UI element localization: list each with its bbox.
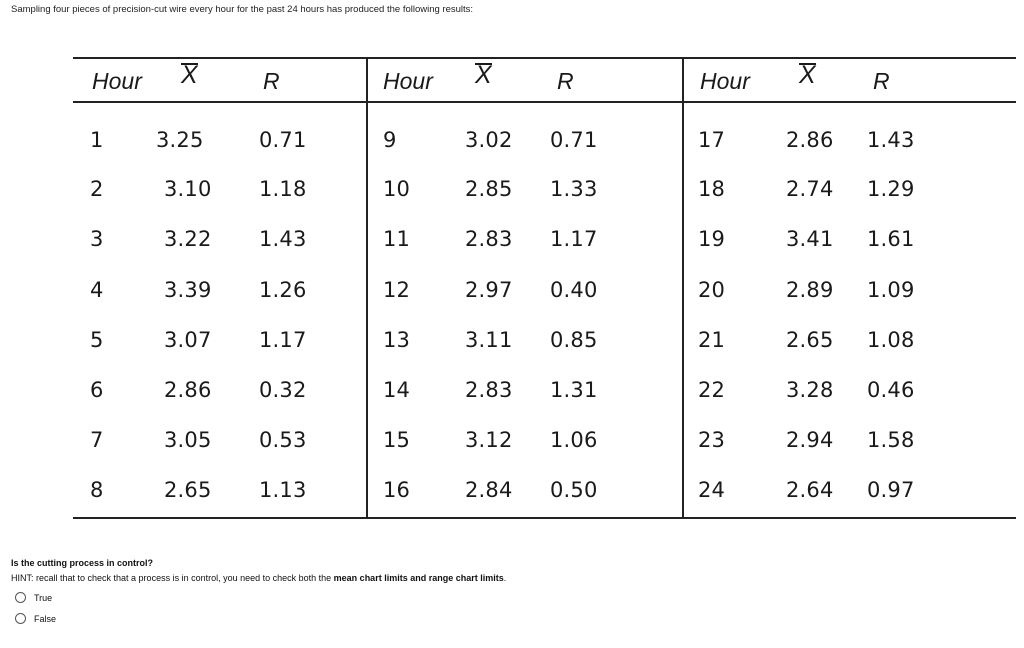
cell-range-14: 1.31	[550, 378, 598, 402]
cell-xbar-7: 3.05	[164, 428, 212, 452]
cell-hour-17: 17	[698, 128, 726, 152]
cell-xbar-23: 2.94	[786, 428, 834, 452]
cell-xbar-10: 2.85	[465, 177, 513, 201]
cell-xbar-24: 2.64	[786, 478, 834, 502]
cell-hour-6: 6	[90, 378, 104, 402]
cell-xbar-4: 3.39	[164, 278, 212, 302]
question-text: Is the cutting process in control?	[11, 558, 154, 568]
header-xbar-3-label: X	[799, 61, 816, 89]
cell-hour-16: 16	[383, 478, 411, 502]
cell-xbar-13: 3.11	[465, 328, 513, 352]
cell-hour-9: 9	[383, 128, 397, 152]
cell-hour-2: 2	[90, 177, 104, 201]
header-hour-1: Hour	[92, 68, 142, 94]
header-xbar-2	[475, 61, 492, 89]
option-true[interactable]	[15, 592, 52, 603]
cell-range-10: 1.33	[550, 177, 598, 201]
radio-false[interactable]	[15, 613, 26, 624]
cell-hour-7: 7	[90, 428, 104, 452]
header-hour-3: Hour	[700, 68, 750, 94]
header-xbar-2-label: X	[475, 61, 492, 89]
cell-range-18: 1.29	[867, 177, 915, 201]
cell-hour-13: 13	[383, 328, 411, 352]
header-xbar-1	[181, 61, 198, 89]
cell-range-5: 1.17	[259, 328, 307, 352]
option-false[interactable]	[15, 613, 56, 624]
header-hour-2: Hour	[383, 68, 433, 94]
header-r-1: R	[263, 68, 280, 94]
cell-range-20: 1.09	[867, 278, 915, 302]
cell-hour-1: 1	[90, 128, 104, 152]
cell-xbar-3: 3.22	[164, 227, 212, 251]
cell-hour-11: 11	[383, 227, 411, 251]
cell-range-3: 1.43	[259, 227, 307, 251]
cell-xbar-2: 3.10	[164, 177, 212, 201]
hint-text	[11, 573, 506, 583]
cell-xbar-20: 2.89	[786, 278, 834, 302]
cell-range-23: 1.58	[867, 428, 915, 452]
cell-xbar-12: 2.97	[465, 278, 513, 302]
header-xbar-3	[799, 61, 816, 89]
cell-hour-8: 8	[90, 478, 104, 502]
cell-hour-12: 12	[383, 278, 411, 302]
cell-range-1: 0.71	[259, 128, 307, 152]
table-divider-1	[366, 57, 368, 519]
cell-range-19: 1.61	[867, 227, 915, 251]
hint-bold: mean chart limits and range chart limits	[333, 573, 504, 583]
cell-range-9: 0.71	[550, 128, 598, 152]
cell-xbar-22: 3.28	[786, 378, 834, 402]
cell-range-21: 1.08	[867, 328, 915, 352]
header-r-2: R	[557, 68, 574, 94]
cell-range-2: 1.18	[259, 177, 307, 201]
header-r-3: R	[873, 68, 890, 94]
cell-range-4: 1.26	[259, 278, 307, 302]
cell-xbar-21: 2.65	[786, 328, 834, 352]
hint-suffix: .	[503, 573, 507, 583]
cell-hour-10: 10	[383, 177, 411, 201]
cell-xbar-18: 2.74	[786, 177, 834, 201]
cell-xbar-17: 2.86	[786, 128, 834, 152]
cell-range-22: 0.46	[867, 378, 915, 402]
cell-xbar-15: 3.12	[465, 428, 513, 452]
cell-xbar-5: 3.07	[164, 328, 212, 352]
cell-hour-23: 23	[698, 428, 726, 452]
cell-xbar-9: 3.02	[465, 128, 513, 152]
table-divider-2	[682, 57, 684, 519]
cell-hour-15: 15	[383, 428, 411, 452]
cell-hour-21: 21	[698, 328, 726, 352]
cell-range-16: 0.50	[550, 478, 598, 502]
data-table	[73, 57, 1016, 520]
radio-true[interactable]	[15, 592, 26, 603]
cell-xbar-16: 2.84	[465, 478, 513, 502]
cell-range-13: 0.85	[550, 328, 598, 352]
cell-xbar-1: 3.25	[156, 128, 204, 152]
cell-range-11: 1.17	[550, 227, 598, 251]
cell-range-17: 1.43	[867, 128, 915, 152]
cell-hour-19: 19	[698, 227, 726, 251]
cell-xbar-19: 3.41	[786, 227, 834, 251]
cell-range-24: 0.97	[867, 478, 915, 502]
cell-range-6: 0.32	[259, 378, 307, 402]
cell-range-15: 1.06	[550, 428, 598, 452]
cell-xbar-8: 2.65	[164, 478, 212, 502]
cell-hour-22: 22	[698, 378, 726, 402]
cell-range-12: 0.40	[550, 278, 598, 302]
cell-xbar-11: 2.83	[465, 227, 513, 251]
table-top-rule	[73, 57, 1016, 59]
option-true-label: True	[34, 592, 53, 603]
cell-xbar-14: 2.83	[465, 378, 513, 402]
cell-hour-3: 3	[90, 227, 104, 251]
cell-hour-18: 18	[698, 177, 726, 201]
cell-range-8: 1.13	[259, 478, 307, 502]
cell-hour-20: 20	[698, 278, 726, 302]
cell-hour-14: 14	[383, 378, 411, 402]
table-bottom-rule	[73, 517, 1016, 519]
cell-hour-4: 4	[90, 278, 104, 302]
cell-hour-5: 5	[90, 328, 104, 352]
intro-text: Sampling four pieces of precision-cut wire every hour for the past 24 hours has produced the following results:	[11, 4, 474, 15]
table-header-rule	[73, 101, 1016, 103]
cell-range-7: 0.53	[259, 428, 307, 452]
header-xbar-1-label: X	[181, 61, 198, 89]
cell-hour-24: 24	[698, 478, 726, 502]
hint-prefix: HINT: recall that to check that a process is in control, you need to check both the	[11, 573, 334, 583]
cell-xbar-6: 2.86	[164, 378, 212, 402]
option-false-label: False	[34, 613, 57, 624]
